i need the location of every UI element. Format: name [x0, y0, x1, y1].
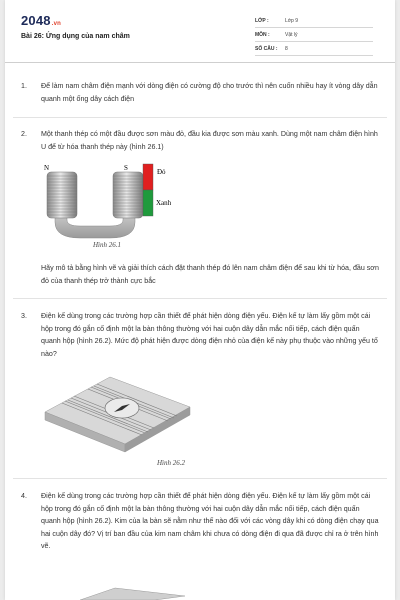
question-1: [21, 80, 381, 105]
meta-row-count: [255, 43, 373, 56]
question-number: 2.: [21, 130, 27, 138]
box-top-partial: [80, 588, 185, 600]
meta-row-class: [255, 15, 373, 28]
meta-label: LỚP :: [255, 18, 269, 24]
logo-text: 2048: [21, 13, 51, 28]
meta-label: SỐ CÂU :: [255, 46, 278, 52]
figure-caption: Hình 26.2: [157, 459, 185, 467]
meta-value: Lớp 9: [285, 18, 299, 24]
divider: [13, 478, 387, 479]
meta-value: 8: [285, 46, 288, 52]
question-text: Điện kế dùng trong các trường hợp cần thiết để phát hiện dòng điện yếu. Điện kế tự làm lấy gồm một cái hộp trong đó gắn cố định một la bàn thông thường với hai cuộn dây dẫn mắc nối tiếp, cách điện quấn quanh hộp (hình 26.2). Kim của la bàn sẽ nằm như thế nào đối với các vòng dây khi có dòng điện chạy qua hai cuộn dây đó? Vị trí ban đầu của kim nam châm khi chưa có dòng điện đi qua đã được chỉ ra ở trên hình vẽ.: [41, 492, 379, 551]
logo-suffix: .vn: [51, 21, 62, 27]
label-red: Đỏ: [157, 168, 166, 176]
question-number: 1.: [21, 82, 27, 90]
question-text: Hãy mô tả bằng hình vẽ và giải thích cách đặt thanh thép đó lên nam châm điện để sau khi từ hóa, đầu sơn đỏ của thanh thép trở thành cực bắc: [41, 264, 379, 285]
meta-value: Vật lý: [285, 32, 298, 38]
meta-row-subject: [255, 29, 373, 42]
worksheet-page: [5, 0, 395, 600]
divider: [13, 298, 387, 299]
question-number: 4.: [21, 492, 27, 500]
label-green: Xanh: [156, 199, 172, 207]
question-number: 3.: [21, 312, 27, 320]
bar-green-end: [143, 190, 153, 216]
divider: [13, 117, 387, 118]
question-text: Một thanh thép có một đầu được sơn màu đỏ, đầu kia được sơn màu xanh. Dùng một nam châm điện hình U để từ hóa thanh thép này (hình 26.1): [41, 130, 378, 151]
pole-s-label: S: [124, 164, 128, 172]
figure-26-2-partial: [75, 586, 195, 600]
lesson-title: Bài 26: Ứng dụng của nam châm: [21, 33, 130, 40]
bar-red-end: [143, 164, 153, 190]
figure-caption: Hình 26.1: [93, 241, 121, 249]
question-text: Điện kế dùng trong các trường hợp cần thiết để phát hiện dòng điện yếu. Điện kế tự làm lấy gồm một cái hộp trong đó gắn cố định một la bàn thông thường với hai cuộn dây dẫn mắc nối tiếp, cách điện quấn quanh hộp (hình 26.2). Mức độ phát hiện được dòng điện nhỏ của điện kế này phụ thuộc vào những yếu tố nào?: [41, 312, 378, 358]
question-2: [21, 128, 381, 153]
meta-label: MÔN :: [255, 32, 270, 38]
figure-26-2: [40, 372, 200, 457]
site-logo[interactable]: [21, 13, 61, 28]
worksheet-header: [5, 0, 395, 63]
u-core-bottom: [55, 215, 135, 238]
question-text: Để làm nam châm điện mạnh với dòng điện có cường độ cho trước thì nên cuốn nhiều hay ít vòng dây dẫn quanh một ống dây cách điện: [41, 82, 378, 103]
question-4: [21, 490, 381, 553]
pole-n-label: N: [44, 164, 50, 172]
question-2-followup: [21, 262, 381, 287]
question-3: [21, 310, 381, 360]
